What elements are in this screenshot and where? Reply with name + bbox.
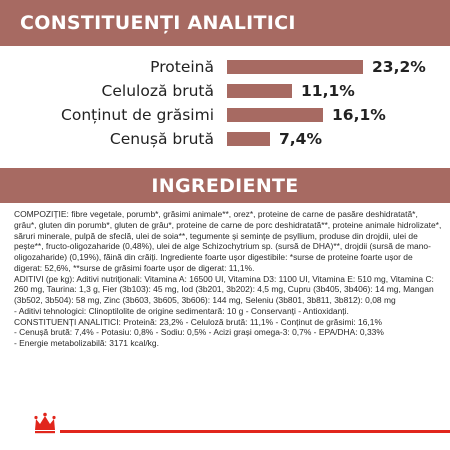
ingredients-header (0, 168, 450, 203)
analytics-header (0, 0, 450, 46)
analytics-bar (227, 84, 292, 98)
ingredients-line-composition: COMPOZIȚIE: fibre vegetale, porumb*, grăsimi animale**, orez*, proteine de carne de pasăre deshidratată*, grâu*, gluten din porumb*, gluten de grâu*, proteine de carne de porc deshidratată**, proteine animale hidrolizate*, săruri minerale, pulpă de sfeclă, ulei de soia**, tegumente și semințe de psyllium, produse din drojdii, ulei de pește**, fructo-oligozaharide (0,48%), ulei de alge Schizochytrium sp. (sursă de DHA)**, drojdii (sursă de mano-oligozaharide) (0,19%), făină din crăiți. Ingrediente foarte ușor digestibile: *surse de proteine foarte ușor de digerat: 52,6%, **surse de grăsimi foarte ușor de digerat: 11,1%. (14, 209, 442, 273)
ingredients-title: INGREDIENTE (151, 174, 299, 197)
analytics-row (0, 129, 450, 149)
analytics-bar (227, 108, 323, 122)
analytics-value: 11,1% (301, 82, 355, 100)
ingredients-line-energy: - Energie metabolizabilă: 3171 kcal/kg. (14, 338, 159, 348)
footer-line (60, 430, 450, 433)
analytics-label: Conținut de grăsimi (61, 106, 214, 124)
analytics-value: 7,4% (279, 130, 322, 148)
crown-logo-icon (32, 410, 58, 434)
analytics-bar (227, 60, 363, 74)
analytics-row (0, 105, 450, 125)
analytics-bar (227, 132, 270, 146)
analytics-row (0, 81, 450, 101)
ingredients-text (14, 209, 442, 349)
ingredients-line-analytics-2: - Cenușă brută: 7,4% - Potasiu: 0,8% - Sodiu: 0,5% - Acizi grași omega-3: 0,7% - EPA/DHA: 0,33% (14, 327, 384, 338)
analytics-label: Proteină (150, 58, 214, 76)
ingredients-line-tech-additives: - Aditivi tehnologici: Clinoptilolite de origine sedimentară: 10 g - Conservanți - Antioxidanți. (14, 305, 349, 316)
analytics-label: Celuloză brută (101, 82, 214, 100)
ingredients-line-analytics-1: CONSTITUENȚI ANALITICI: Proteină: 23,2% - Celuloză brută: 11,1% - Conținut de grăsimi: 16,1% (14, 316, 382, 327)
analytics-value: 16,1% (332, 106, 386, 124)
ingredients-line-additives: ADITIVI (pe kg): Aditivi nutriționali: Vitamina A: 16500 UI, Vitamina D3: 1100 UI, Vitamina E: 510 mg, Vitamina C: 260 mg, Taurina: 1,3 g, Fier (3b103): 45 mg, Iod (3b201, 3b202): 4,5 mg, Cupru (3b405, 3b406): 14 mg, Mangan (3b502, 3b504): 58 mg, Zinc (3b603, 3b605, 3b606): 144 mg, Seleniu (3b801, 3b811, 3b812): 0,08 mg (14, 273, 434, 305)
analytics-row (0, 57, 450, 77)
analytics-title: CONSTITUENȚI ANALITICI (20, 12, 296, 34)
analytics-value: 23,2% (372, 58, 426, 76)
analytics-label: Cenușă brută (109, 130, 214, 148)
